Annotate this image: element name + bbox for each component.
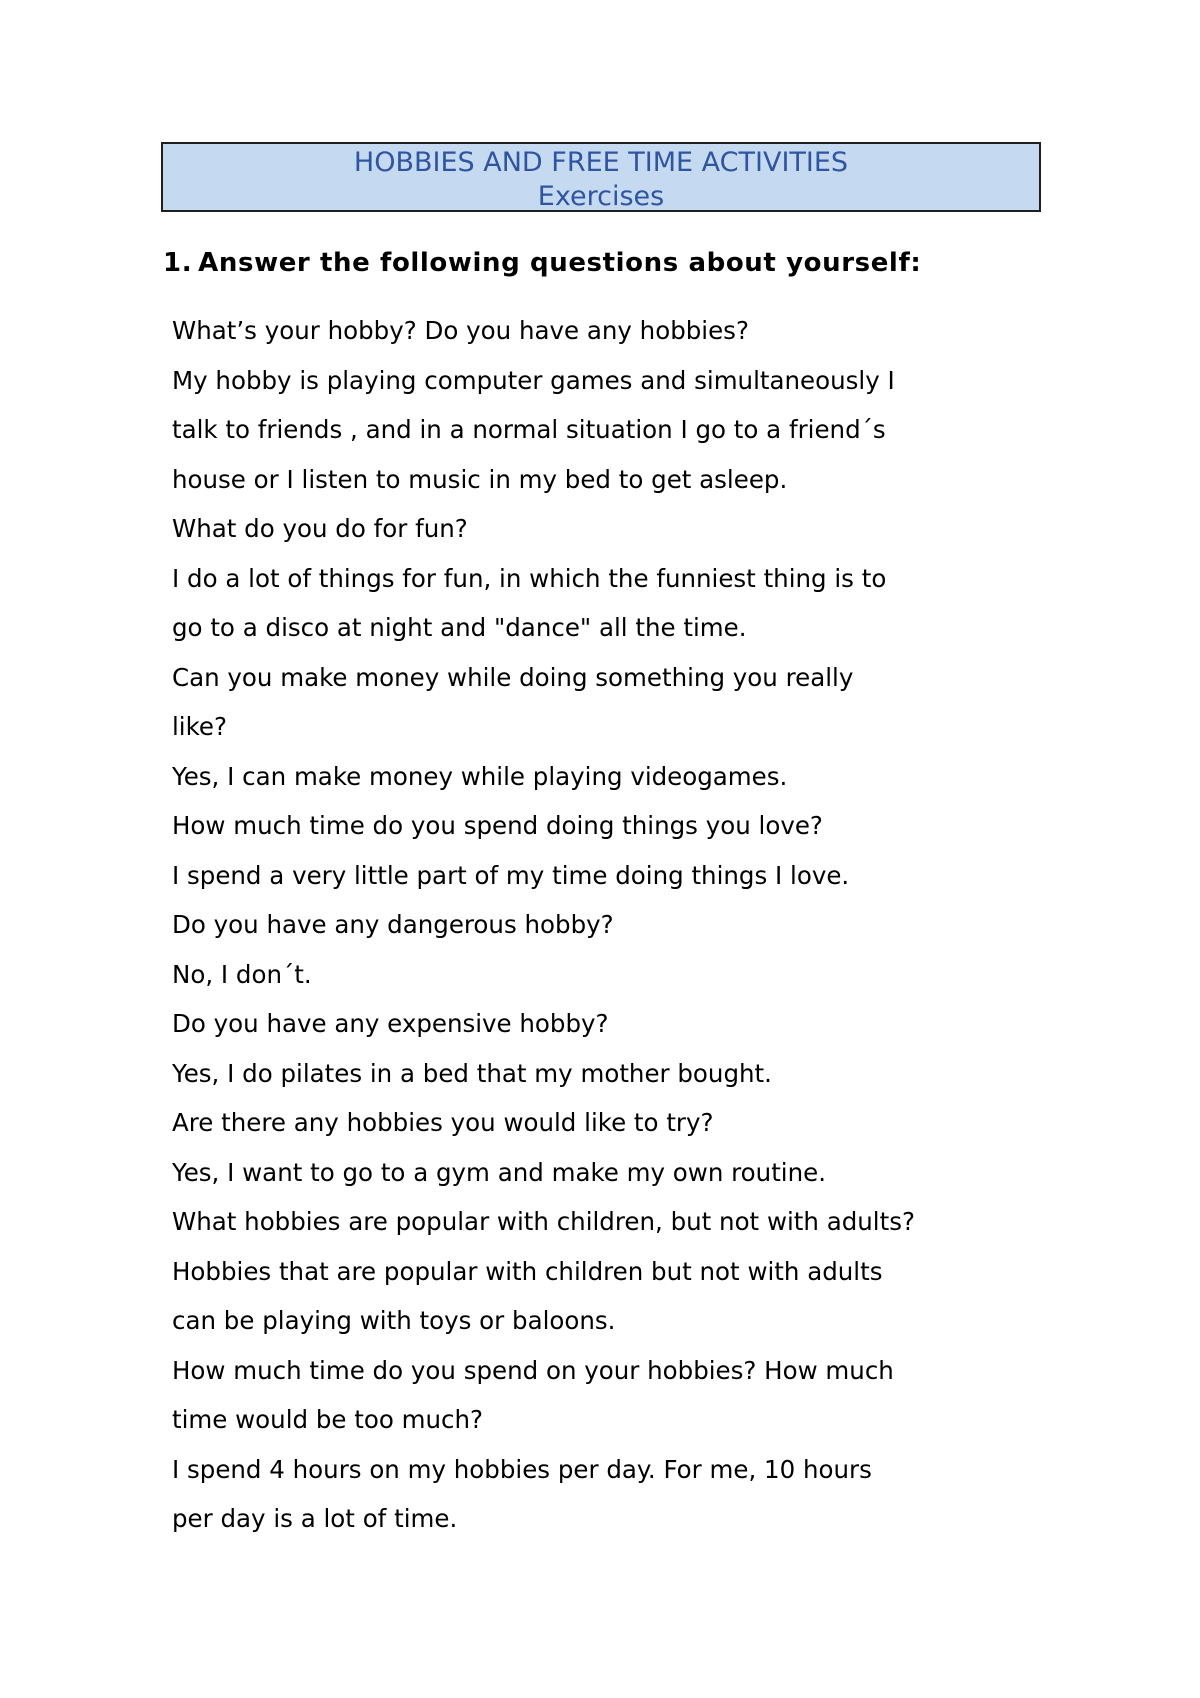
text-line: Are there any hobbies you would like to try? — [172, 1108, 714, 1137]
text-line: I spend 4 hours on my hobbies per day. For me, 10 hours — [172, 1454, 872, 1484]
text-line: My hobby is playing computer games and simultaneously I — [172, 365, 895, 395]
answer-list — [172, 306, 1032, 1544]
text-line: like? — [172, 712, 228, 741]
text-line: Do you have any dangerous hobby? — [172, 910, 614, 939]
text-line: Yes, I do pilates in a bed that my mother bought. — [172, 1058, 772, 1088]
text-line: house or I listen to music in my bed to get asleep. — [172, 464, 788, 494]
text-line: talk to friends , and in a normal situation I go to a friend´s — [172, 415, 886, 444]
text-line: Yes, I can make money while playing videogames. — [172, 761, 788, 791]
text-line: go to a disco at night and "dance" all the time. — [172, 613, 747, 642]
text-line: time would be too much? — [172, 1405, 484, 1434]
text-line: What do you do for fun? — [172, 514, 468, 543]
text-line: How much time do you spend doing things you love? — [172, 811, 823, 840]
text-line: can be playing with toys or baloons. — [172, 1306, 616, 1335]
text-line: What’s your hobby? Do you have any hobbies? — [172, 316, 749, 345]
exercise-number: 1. — [163, 248, 193, 278]
exercise-heading — [163, 248, 921, 278]
text-line: How much time do you spend on your hobbies? How much — [172, 1355, 894, 1385]
document-subtitle: Exercises — [537, 181, 665, 212]
text-line: What hobbies are popular with children, but not with adults? — [172, 1207, 915, 1236]
text-line: I do a lot of things for fun, in which the funniest thing is to — [172, 563, 887, 593]
text-line: No, I don´t. — [172, 959, 312, 989]
text-line: I spend a very little part of my time doing things I love. — [172, 860, 850, 890]
document-title: HOBBIES AND FREE TIME ACTIVITIES — [353, 147, 849, 178]
text-line: Can you make money while doing something you really — [172, 662, 854, 692]
exercise-instruction: Answer the following questions about yourself: — [198, 248, 922, 278]
text-line: Hobbies that are popular with children but not with adults — [172, 1256, 883, 1286]
title-box — [161, 142, 1041, 212]
text-line: Do you have any expensive hobby? — [172, 1009, 609, 1038]
text-line: per day is a lot of time. — [172, 1504, 458, 1533]
text-line: Yes, I want to go to a gym and make my own routine. — [172, 1157, 826, 1187]
